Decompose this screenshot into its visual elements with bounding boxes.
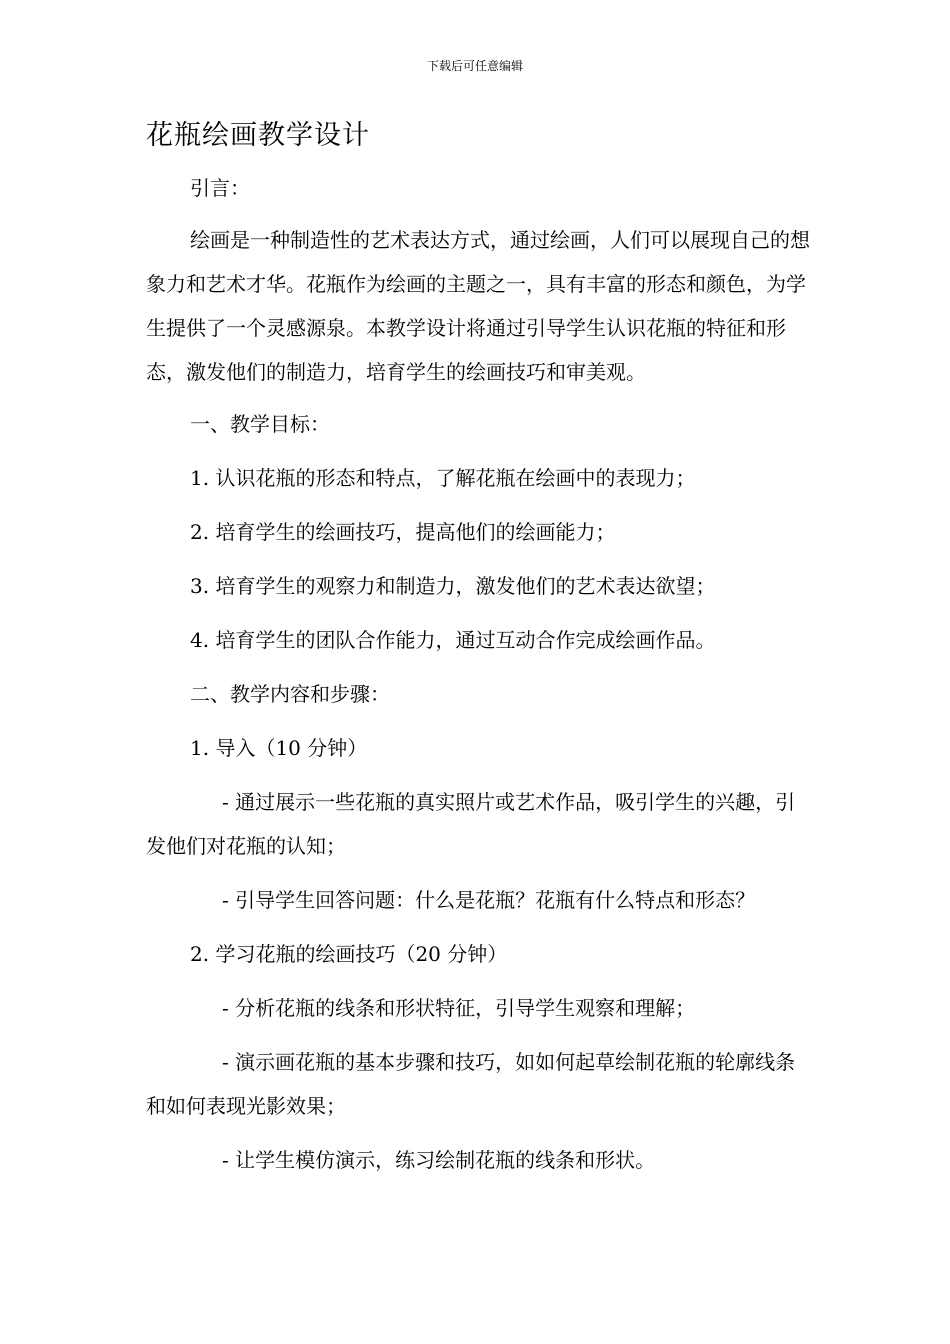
goal-item: 3. 培育学生的观察力和制造力，激发他们的艺术表达欲望； — [190, 574, 716, 598]
step-point: - 引导学生回答问题：什么是花瓶？花瓶有什么特点和形态？ — [222, 888, 756, 912]
document-title: 花瓶绘画教学设计 — [146, 120, 370, 151]
step-point: - 分析花瓶的线条和形状特征，引导学生观察和理解； — [222, 996, 696, 1020]
step-title: 2. 学习花瓶的绘画技巧（20 分钟） — [190, 942, 508, 966]
step-title: 1. 导入（10 分钟） — [190, 736, 368, 760]
section-heading-goals: 一、教学目标： — [190, 412, 330, 436]
step-point: - 让学生模仿演示，练习绘制花瓶的线条和形状。 — [222, 1148, 656, 1172]
goal-item: 2. 培育学生的绘画技巧，提高他们的绘画能力； — [190, 520, 616, 544]
intro-heading: 引言： — [190, 176, 250, 200]
document-body — [146, 166, 812, 1182]
section-heading-content: 二、教学内容和步骤： — [190, 682, 390, 706]
intro-paragraph: 绘画是一种制造性的艺术表达方式，通过绘画，人们可以展现自己的想象力和艺术才华。花瓶作为绘画的主题之一，具有丰富的形态和颜色，为学生提供了一个灵感源泉。本教学设计将通过引导学生认识花瓶的特征和形态，激发他们的制造力，培育学生的绘画技巧和审美观。 — [146, 228, 810, 384]
goal-item: 4. 培育学生的团队合作能力，通过互动合作完成绘画作品。 — [190, 628, 716, 652]
step-point: - 演示画花瓶的基本步骤和技巧，如如何起草绘制花瓶的轮廓线条和如何表现光影效果； — [146, 1050, 796, 1118]
page-header-note: 下载后可任意编辑 — [426, 59, 523, 73]
step-point: - 通过展示一些花瓶的真实照片或艺术作品，吸引学生的兴趣，引发他们对花瓶的认知； — [146, 790, 796, 858]
goal-item: 1. 认识花瓶的形态和特点，了解花瓶在绘画中的表现力； — [190, 466, 696, 490]
